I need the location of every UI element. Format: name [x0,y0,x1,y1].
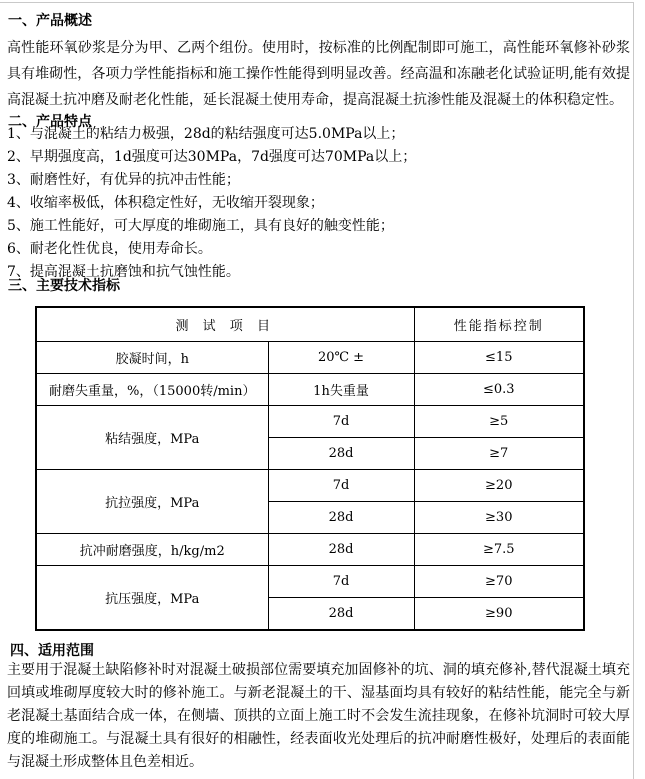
table-row [36,406,584,438]
features-list [7,123,630,284]
cell-condition: 7d [268,470,414,502]
scope-paragraph: 主要用于混凝土缺陷修补时对混凝土破损部位需要填充加固修补的坑、洞的填充修补,替代混凝土填充回填或堆砌厚度较大时的修补施工。与新老混凝土的干、湿基面均具有较好的粘结性能，能完全与新老混凝土基面结合成一体，在侧墙、顶拱的立面上施工时不会发生流挂现象，在修补坑洞时可较大厚度的堆砌施工。与混凝土具有很好的相融性，经表面收光处理后的抗冲耐磨性极好，处理后的表面能与混凝土形成整体且色差相近。 [7,662,630,770]
cell-item: 抗冲耐磨强度，h/kg/m2 [36,534,268,566]
cell-condition: 7d [268,566,414,598]
section-indicators-heading: 三、主要技术指标 [8,278,120,294]
feature-item-6: 6、耐老化性优良，使用寿命长。 [7,241,212,257]
cell-condition: 20℃ ± [268,342,414,374]
header-cell-test-item: 测 试 项 目 [36,307,414,342]
table-row [36,342,584,374]
cell-condition: 1h失重量 [268,374,414,406]
feature-item-4: 4、收缩率极低，体积稳定性好，无收缩开裂现象； [7,195,324,211]
table-row [36,470,584,502]
feature-item-7: 7、提高混凝土抗磨蚀和抗气蚀性能。 [7,264,240,280]
cell-item: 粘结强度，MPa [36,406,268,470]
section-features-heading: 二、产品特点 [8,114,92,130]
feature-item-2: 2、早期强度高，1d强度可达30MPa，7d强度可达70MPa以上； [7,149,417,165]
cell-value: ≥7.5 [414,534,584,566]
cell-value: ≥5 [414,406,584,438]
cell-value: ≥20 [414,470,584,502]
cell-value: ≥7 [414,438,584,470]
cell-condition: 28d [268,502,414,534]
feature-item-3: 3、耐磨性好，有优异的抗冲击性能； [7,172,240,188]
table-header-row [36,307,584,342]
feature-item-5: 5、施工性能好，可大厚度的堆砌施工，具有良好的触变性能； [7,218,394,234]
table-row [36,534,584,566]
section-scope-heading: 四、适用范围 [10,643,94,659]
cell-condition: 7d [268,406,414,438]
cell-item: 抗压强度，MPa [36,566,268,631]
cell-value: ≥70 [414,566,584,598]
cell-item: 胶凝时间，h [36,342,268,374]
feature-item-1: 1、与混凝土的粘结力极强，28d的粘结强度可达5.0MPa以上； [7,126,405,142]
cell-condition: 28d [268,534,414,566]
cell-value: ≥90 [414,598,584,631]
cell-item: 耐磨失重量，%，（15000转/min） [36,374,268,406]
indicators-table [35,306,585,631]
section-overview-heading: 一、产品概述 [8,13,92,29]
cell-value: ≤15 [414,342,584,374]
table-row [36,566,584,598]
cell-condition: 28d [268,598,414,631]
overview-paragraph: 高性能环氧砂浆是分为甲、乙两个组份。使用时，按标准的比例配制即可施工，高性能环氧修补砂浆具有堆砌性，各项力学性能指标和施工操作性能得到明显改善。经高温和冻融老化试验证明,能有效提高混凝土抗冲磨及耐老化性能，延长混凝土使用寿命，提高混凝土抗渗性能及混凝土的体积稳定性。 [7,40,630,108]
cell-value: ≥30 [414,502,584,534]
header-cell-control: 性能指标控制 [414,307,584,342]
cell-condition: 28d [268,438,414,470]
cell-item: 抗拉强度，MPa [36,470,268,534]
cell-value: ≤0.3 [414,374,584,406]
table-row [36,374,584,406]
